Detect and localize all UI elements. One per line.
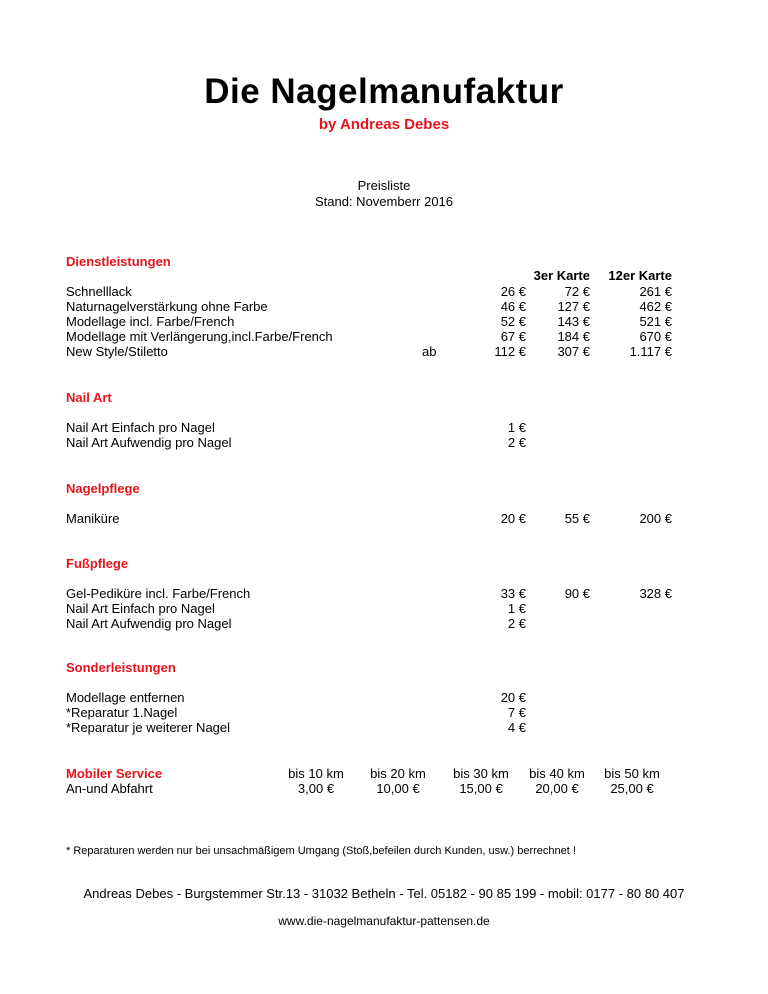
row-price: 67 € bbox=[500, 329, 526, 344]
row-price-3er: 143 € bbox=[557, 314, 590, 329]
row-price: 33 € bbox=[500, 586, 526, 601]
mobile-tier-price: 10,00 € bbox=[376, 781, 420, 796]
row-price: 46 € bbox=[500, 299, 526, 314]
section-title-dienstleistungen: Dienstleistungen bbox=[66, 254, 171, 269]
row-price: 26 € bbox=[500, 284, 526, 299]
section-title-sonderleistungen: Sonderleistungen bbox=[66, 660, 176, 675]
section-title-nagelpflege: Nagelpflege bbox=[66, 481, 140, 496]
contact-info: Andreas Debes - Burgstemmer Str.13 - 31032 Betheln - Tel. 05182 - 90 85 199 - mobil: 0177 - 80 80 407 bbox=[83, 886, 685, 901]
row-price: 52 € bbox=[500, 314, 526, 329]
row-label: Nail Art Einfach pro Nagel bbox=[66, 601, 215, 616]
row-label: Nail Art Aufwendig pro Nagel bbox=[66, 616, 232, 631]
column-header-12er: 12er Karte bbox=[608, 268, 672, 283]
mobile-tier-price: 20,00 € bbox=[535, 781, 579, 796]
list-title: Preisliste bbox=[357, 178, 411, 193]
row-label: Nail Art Aufwendig pro Nagel bbox=[66, 435, 232, 450]
row-price-12er: 670 € bbox=[639, 329, 672, 344]
row-label: Modellage mit Verlängerung,incl.Farbe/French bbox=[66, 329, 333, 344]
row-price-3er: 127 € bbox=[557, 299, 590, 314]
row-label: An-und Abfahrt bbox=[66, 781, 153, 796]
mobile-tier-price: 3,00 € bbox=[297, 781, 335, 796]
row-label: Naturnagelverstärkung ohne Farbe bbox=[66, 299, 268, 314]
mobile-tier-distance: bis 20 km bbox=[370, 766, 426, 781]
column-header-3er: 3er Karte bbox=[533, 268, 590, 283]
row-label: *Reparatur je weiterer Nagel bbox=[66, 720, 231, 735]
row-price: 4 € bbox=[507, 720, 526, 735]
mobile-tier-distance: bis 50 km bbox=[604, 766, 660, 781]
page-title: Die Nagelmanufaktur bbox=[204, 72, 564, 111]
row-price-3er: 307 € bbox=[557, 344, 590, 359]
row-label: *Reparatur 1.Nagel bbox=[66, 705, 178, 720]
list-date: Stand: Novemberr 2016 bbox=[314, 194, 454, 209]
section-title-fusspflege: Fußpflege bbox=[66, 556, 129, 571]
row-label: Maniküre bbox=[66, 511, 120, 526]
row-price: 20 € bbox=[500, 511, 526, 526]
row-price-3er: 55 € bbox=[564, 511, 590, 526]
footnote: * Reparaturen werden nur bei unsachmäßigem Umgang (Stoß,befeilen durch Kunden, usw.) berrechnet ! bbox=[66, 845, 576, 857]
row-price: 7 € bbox=[507, 705, 526, 720]
row-price-3er: 184 € bbox=[557, 329, 590, 344]
row-price: 1 € bbox=[507, 601, 526, 616]
row-label: Gel-Pediküre incl. Farbe/French bbox=[66, 586, 251, 601]
row-price-12er: 200 € bbox=[639, 511, 672, 526]
row-price-3er: 90 € bbox=[564, 586, 590, 601]
website-link[interactable]: www.die-nagelmanufaktur-pattensen.de bbox=[278, 914, 490, 928]
row-label: Nail Art Einfach pro Nagel bbox=[66, 420, 215, 435]
row-label: New Style/Stiletto bbox=[66, 344, 168, 359]
mobile-tier-distance: bis 30 km bbox=[453, 766, 509, 781]
row-price-12er: 261 € bbox=[639, 284, 672, 299]
ab-label: ab bbox=[422, 344, 437, 359]
row-price-12er: 462 € bbox=[639, 299, 672, 314]
row-price: 112 € bbox=[494, 344, 526, 359]
row-price-12er: 1.117 € bbox=[629, 344, 672, 359]
mobile-tier-price: 15,00 € bbox=[459, 781, 503, 796]
section-title-nailart: Nail Art bbox=[66, 390, 112, 405]
row-label: Modellage incl. Farbe/French bbox=[66, 314, 235, 329]
mobile-tier-distance: bis 40 km bbox=[529, 766, 585, 781]
row-price: 1 € bbox=[507, 420, 526, 435]
row-price-12er: 521 € bbox=[639, 314, 672, 329]
row-label: Schnelllack bbox=[66, 284, 132, 299]
mobile-tier-price: 25,00 € bbox=[610, 781, 654, 796]
row-price-3er: 72 € bbox=[564, 284, 590, 299]
section-title-mobiler-service: Mobiler Service bbox=[66, 766, 163, 781]
mobile-tier-distance: bis 10 km bbox=[288, 766, 344, 781]
row-price: 20 € bbox=[500, 690, 526, 705]
row-label: Modellage entfernen bbox=[66, 690, 185, 705]
row-price-12er: 328 € bbox=[639, 586, 672, 601]
page-subtitle: by Andreas Debes bbox=[318, 116, 450, 133]
row-price: 2 € bbox=[507, 435, 526, 450]
row-price: 2 € bbox=[507, 616, 526, 631]
